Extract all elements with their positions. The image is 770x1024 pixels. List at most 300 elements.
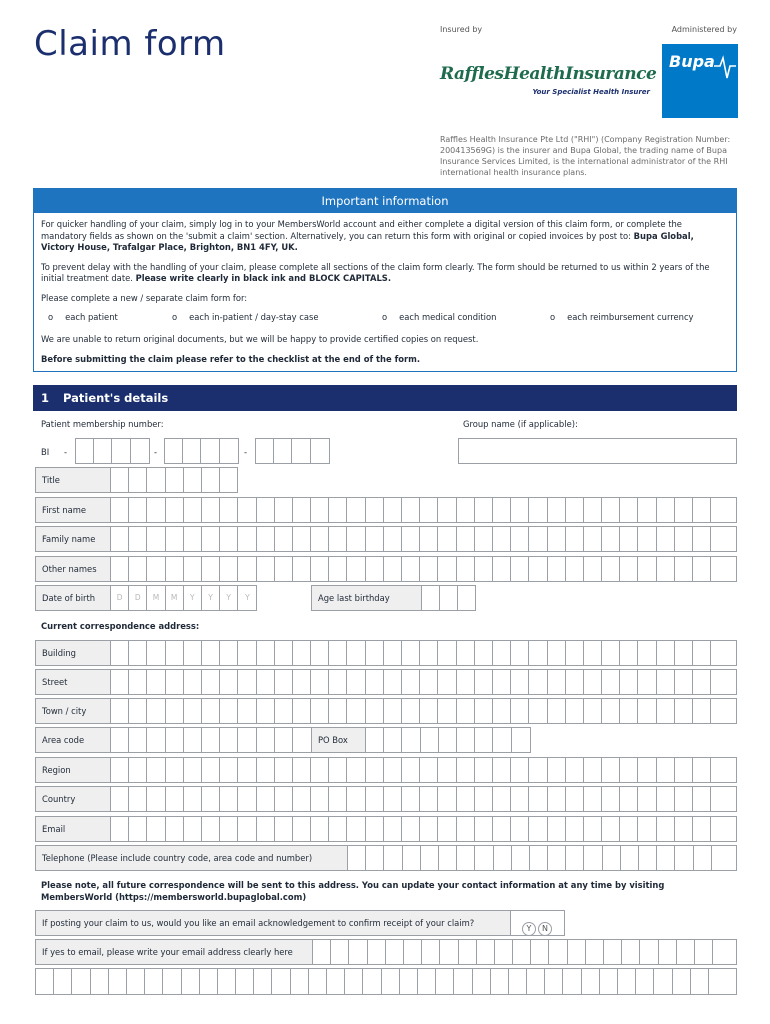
character-cell[interactable]	[711, 787, 729, 811]
day-cell[interactable]: D	[111, 586, 129, 610]
character-cell[interactable]	[220, 787, 238, 811]
character-cell[interactable]	[184, 527, 202, 551]
character-cell[interactable]	[584, 699, 602, 723]
date-of-birth-field[interactable]	[35, 585, 257, 611]
character-cell[interactable]	[384, 817, 402, 841]
character-cell[interactable]	[220, 527, 238, 551]
character-cell[interactable]	[202, 758, 220, 782]
character-cell[interactable]	[402, 699, 420, 723]
character-cell[interactable]	[402, 557, 420, 581]
character-cell[interactable]	[368, 940, 386, 964]
character-cell[interactable]	[272, 969, 290, 994]
character-cell[interactable]	[384, 498, 402, 522]
character-cell[interactable]	[675, 817, 693, 841]
character-cell[interactable]	[436, 969, 454, 994]
character-cell[interactable]	[657, 787, 675, 811]
character-cell[interactable]	[257, 817, 275, 841]
character-cell[interactable]	[311, 557, 329, 581]
character-cell[interactable]	[91, 969, 109, 994]
character-cell[interactable]	[584, 527, 602, 551]
character-cell[interactable]	[166, 641, 184, 665]
character-cell[interactable]	[638, 557, 656, 581]
character-cell[interactable]	[147, 468, 165, 492]
po-box-field[interactable]	[311, 727, 531, 753]
character-cell[interactable]	[477, 940, 495, 964]
character-cell[interactable]	[602, 527, 620, 551]
character-cell[interactable]	[420, 557, 438, 581]
character-cell[interactable]	[638, 758, 656, 782]
character-cell[interactable]	[292, 439, 310, 463]
character-cell[interactable]	[566, 527, 584, 551]
character-cell[interactable]	[421, 846, 439, 870]
character-cell[interactable]	[529, 527, 547, 551]
month-cell[interactable]: M	[147, 586, 165, 610]
character-cell[interactable]	[202, 557, 220, 581]
character-cell[interactable]	[657, 527, 675, 551]
character-cell[interactable]	[511, 670, 529, 694]
character-cell[interactable]	[422, 586, 440, 610]
character-cell[interactable]	[475, 787, 493, 811]
character-cell[interactable]	[657, 758, 675, 782]
character-cell[interactable]	[620, 557, 638, 581]
character-cell[interactable]	[402, 670, 420, 694]
character-cell[interactable]	[493, 557, 511, 581]
character-cell[interactable]	[329, 527, 347, 551]
character-cell[interactable]	[94, 439, 112, 463]
character-cell[interactable]	[220, 817, 238, 841]
character-cell[interactable]	[366, 758, 384, 782]
character-cell[interactable]	[420, 817, 438, 841]
character-cell[interactable]	[459, 940, 477, 964]
month-cell[interactable]: M	[166, 586, 184, 610]
character-cell[interactable]	[111, 498, 129, 522]
other-names-field[interactable]	[35, 556, 737, 582]
character-cell[interactable]	[311, 699, 329, 723]
character-cell[interactable]	[366, 728, 384, 752]
character-cell[interactable]	[384, 846, 402, 870]
character-cell[interactable]	[493, 527, 511, 551]
character-cell[interactable]	[311, 758, 329, 782]
character-cell[interactable]	[402, 787, 420, 811]
character-cell[interactable]	[418, 969, 436, 994]
character-cell[interactable]	[275, 758, 293, 782]
character-cell[interactable]	[548, 670, 566, 694]
character-cell[interactable]	[366, 557, 384, 581]
character-cell[interactable]	[693, 498, 711, 522]
character-cell[interactable]	[345, 969, 363, 994]
character-cell[interactable]	[511, 557, 529, 581]
character-cell[interactable]	[584, 817, 602, 841]
character-cell[interactable]	[475, 557, 493, 581]
character-cell[interactable]	[147, 641, 165, 665]
character-cell[interactable]	[511, 699, 529, 723]
character-cell[interactable]	[602, 787, 620, 811]
character-cell[interactable]	[129, 498, 147, 522]
character-cell[interactable]	[184, 641, 202, 665]
character-cell[interactable]	[711, 557, 729, 581]
character-cell[interactable]	[238, 527, 256, 551]
character-cell[interactable]	[638, 817, 656, 841]
character-cell[interactable]	[72, 969, 90, 994]
character-cell[interactable]	[509, 969, 527, 994]
character-cell[interactable]	[566, 817, 584, 841]
character-cell[interactable]	[675, 641, 693, 665]
character-cell[interactable]	[548, 498, 566, 522]
character-cell[interactable]	[548, 557, 566, 581]
character-cell[interactable]	[275, 699, 293, 723]
character-cell[interactable]	[582, 969, 600, 994]
character-cell[interactable]	[257, 787, 275, 811]
character-cell[interactable]	[402, 758, 420, 782]
character-cell[interactable]	[218, 969, 236, 994]
character-cell[interactable]	[713, 940, 731, 964]
character-cell[interactable]	[709, 969, 727, 994]
character-cell[interactable]	[475, 498, 493, 522]
character-cell[interactable]	[675, 498, 693, 522]
character-cell[interactable]	[475, 817, 493, 841]
character-cell[interactable]	[311, 498, 329, 522]
year-cell[interactable]: Y	[220, 586, 238, 610]
character-cell[interactable]	[111, 817, 129, 841]
character-cell[interactable]	[620, 817, 638, 841]
character-cell[interactable]	[620, 699, 638, 723]
character-cell[interactable]	[438, 817, 456, 841]
character-cell[interactable]	[275, 728, 293, 752]
character-cell[interactable]	[202, 699, 220, 723]
character-cell[interactable]	[147, 699, 165, 723]
character-cell[interactable]	[111, 699, 129, 723]
character-cell[interactable]	[183, 439, 201, 463]
character-cell[interactable]	[638, 787, 656, 811]
character-cell[interactable]	[458, 586, 476, 610]
character-cell[interactable]	[548, 846, 566, 870]
character-cell[interactable]	[76, 439, 94, 463]
character-cell[interactable]	[366, 699, 384, 723]
character-cell[interactable]	[182, 969, 200, 994]
character-cell[interactable]	[584, 787, 602, 811]
character-cell[interactable]	[311, 787, 329, 811]
character-cell[interactable]	[220, 670, 238, 694]
character-cell[interactable]	[347, 699, 365, 723]
character-cell[interactable]	[311, 439, 329, 463]
character-cell[interactable]	[657, 557, 675, 581]
character-cell[interactable]	[220, 758, 238, 782]
character-cell[interactable]	[275, 787, 293, 811]
character-cell[interactable]	[620, 527, 638, 551]
character-cell[interactable]	[127, 969, 145, 994]
character-cell[interactable]	[311, 527, 329, 551]
character-cell[interactable]	[602, 641, 620, 665]
character-cell[interactable]	[275, 498, 293, 522]
email-ack-address-field[interactable]	[35, 939, 737, 965]
character-cell[interactable]	[184, 787, 202, 811]
character-cell[interactable]	[166, 498, 184, 522]
character-cell[interactable]	[329, 557, 347, 581]
character-cell[interactable]	[659, 940, 677, 964]
character-cell[interactable]	[711, 527, 729, 551]
character-cell[interactable]	[111, 728, 129, 752]
character-cell[interactable]	[602, 817, 620, 841]
character-cell[interactable]	[202, 527, 220, 551]
character-cell[interactable]	[566, 787, 584, 811]
character-cell[interactable]	[618, 969, 636, 994]
character-cell[interactable]	[563, 969, 581, 994]
character-cell[interactable]	[384, 527, 402, 551]
character-cell[interactable]	[366, 498, 384, 522]
character-cell[interactable]	[347, 527, 365, 551]
character-cell[interactable]	[147, 728, 165, 752]
character-cell[interactable]	[238, 787, 256, 811]
telephone-field[interactable]	[35, 845, 737, 871]
title-field[interactable]	[35, 467, 238, 493]
character-cell[interactable]	[602, 557, 620, 581]
character-cell[interactable]	[654, 969, 672, 994]
character-cell[interactable]	[493, 758, 511, 782]
character-cell[interactable]	[166, 527, 184, 551]
character-cell[interactable]	[202, 670, 220, 694]
character-cell[interactable]	[54, 969, 72, 994]
yes-option[interactable]: Y	[522, 922, 536, 936]
character-cell[interactable]	[584, 846, 602, 870]
character-cell[interactable]	[457, 699, 475, 723]
character-cell[interactable]	[420, 527, 438, 551]
character-cell[interactable]	[566, 846, 584, 870]
character-cell[interactable]	[129, 670, 147, 694]
character-cell[interactable]	[366, 787, 384, 811]
character-cell[interactable]	[531, 940, 549, 964]
character-cell[interactable]	[329, 641, 347, 665]
character-cell[interactable]	[184, 557, 202, 581]
character-cell[interactable]	[111, 641, 129, 665]
character-cell[interactable]	[675, 699, 693, 723]
character-cell[interactable]	[511, 527, 529, 551]
character-cell[interactable]	[347, 557, 365, 581]
character-cell[interactable]	[313, 940, 331, 964]
character-cell[interactable]	[711, 758, 729, 782]
character-cell[interactable]	[677, 940, 695, 964]
character-cell[interactable]	[311, 641, 329, 665]
character-cell[interactable]	[457, 728, 475, 752]
character-cell[interactable]	[639, 846, 657, 870]
character-cell[interactable]	[420, 498, 438, 522]
character-cell[interactable]	[712, 846, 730, 870]
character-cell[interactable]	[200, 969, 218, 994]
character-cell[interactable]	[636, 969, 654, 994]
character-cell[interactable]	[475, 699, 493, 723]
character-cell[interactable]	[586, 940, 604, 964]
character-cell[interactable]	[184, 670, 202, 694]
character-cell[interactable]	[711, 670, 729, 694]
no-option[interactable]: N	[538, 922, 552, 936]
character-cell[interactable]	[238, 641, 256, 665]
character-cell[interactable]	[584, 557, 602, 581]
character-cell[interactable]	[529, 787, 547, 811]
character-cell[interactable]	[711, 817, 729, 841]
character-cell[interactable]	[529, 817, 547, 841]
character-cell[interactable]	[493, 670, 511, 694]
character-cell[interactable]	[184, 498, 202, 522]
group-name-input[interactable]	[458, 438, 737, 464]
character-cell[interactable]	[329, 787, 347, 811]
character-cell[interactable]	[602, 758, 620, 782]
membership-number-part-1[interactable]	[75, 438, 150, 464]
character-cell[interactable]	[165, 439, 183, 463]
character-cell[interactable]	[293, 527, 311, 551]
membership-number-part-2[interactable]	[164, 438, 239, 464]
first-name-field[interactable]	[35, 497, 737, 523]
character-cell[interactable]	[402, 641, 420, 665]
character-cell[interactable]	[584, 670, 602, 694]
character-cell[interactable]	[422, 940, 440, 964]
character-cell[interactable]	[402, 498, 420, 522]
character-cell[interactable]	[457, 498, 475, 522]
character-cell[interactable]	[438, 557, 456, 581]
character-cell[interactable]	[293, 758, 311, 782]
character-cell[interactable]	[129, 699, 147, 723]
character-cell[interactable]	[420, 787, 438, 811]
character-cell[interactable]	[293, 787, 311, 811]
character-cell[interactable]	[309, 969, 327, 994]
character-cell[interactable]	[511, 787, 529, 811]
character-cell[interactable]	[440, 940, 458, 964]
character-cell[interactable]	[293, 728, 311, 752]
character-cell[interactable]	[439, 846, 457, 870]
character-cell[interactable]	[166, 728, 184, 752]
character-cell[interactable]	[675, 527, 693, 551]
character-cell[interactable]	[548, 699, 566, 723]
character-cell[interactable]	[129, 817, 147, 841]
character-cell[interactable]	[440, 586, 458, 610]
character-cell[interactable]	[257, 758, 275, 782]
character-cell[interactable]	[147, 817, 165, 841]
character-cell[interactable]	[129, 787, 147, 811]
year-cell[interactable]: Y	[184, 586, 202, 610]
character-cell[interactable]	[184, 699, 202, 723]
character-cell[interactable]	[202, 728, 220, 752]
character-cell[interactable]	[311, 670, 329, 694]
character-cell[interactable]	[403, 846, 421, 870]
character-cell[interactable]	[366, 641, 384, 665]
character-cell[interactable]	[109, 969, 127, 994]
character-cell[interactable]	[657, 670, 675, 694]
character-cell[interactable]	[256, 439, 274, 463]
character-cell[interactable]	[439, 728, 457, 752]
character-cell[interactable]	[166, 758, 184, 782]
character-cell[interactable]	[254, 969, 272, 994]
character-cell[interactable]	[220, 728, 238, 752]
character-cell[interactable]	[327, 969, 345, 994]
character-cell[interactable]	[693, 699, 711, 723]
character-cell[interactable]	[438, 641, 456, 665]
character-cell[interactable]	[548, 817, 566, 841]
character-cell[interactable]	[693, 787, 711, 811]
character-cell[interactable]	[600, 969, 618, 994]
character-cell[interactable]	[566, 641, 584, 665]
character-cell[interactable]	[473, 969, 491, 994]
character-cell[interactable]	[622, 940, 640, 964]
character-cell[interactable]	[548, 527, 566, 551]
character-cell[interactable]	[638, 527, 656, 551]
character-cell[interactable]	[275, 527, 293, 551]
character-cell[interactable]	[331, 940, 349, 964]
character-cell[interactable]	[166, 699, 184, 723]
character-cell[interactable]	[475, 641, 493, 665]
character-cell[interactable]	[238, 758, 256, 782]
character-cell[interactable]	[384, 557, 402, 581]
family-name-field[interactable]	[35, 526, 737, 552]
character-cell[interactable]	[275, 670, 293, 694]
character-cell[interactable]	[530, 846, 548, 870]
character-cell[interactable]	[329, 699, 347, 723]
day-cell[interactable]: D	[129, 586, 147, 610]
character-cell[interactable]	[166, 468, 184, 492]
character-cell[interactable]	[384, 641, 402, 665]
character-cell[interactable]	[675, 758, 693, 782]
character-cell[interactable]	[548, 758, 566, 782]
character-cell[interactable]	[238, 817, 256, 841]
character-cell[interactable]	[566, 557, 584, 581]
character-cell[interactable]	[693, 817, 711, 841]
area-code-field[interactable]	[35, 727, 312, 753]
character-cell[interactable]	[257, 498, 275, 522]
character-cell[interactable]	[400, 969, 418, 994]
character-cell[interactable]	[657, 641, 675, 665]
email-ack-address-continued[interactable]	[35, 968, 737, 995]
character-cell[interactable]	[293, 498, 311, 522]
character-cell[interactable]	[603, 846, 621, 870]
character-cell[interactable]	[220, 557, 238, 581]
character-cell[interactable]	[293, 641, 311, 665]
character-cell[interactable]	[638, 641, 656, 665]
character-cell[interactable]	[404, 940, 422, 964]
character-cell[interactable]	[238, 498, 256, 522]
character-cell[interactable]	[184, 728, 202, 752]
character-cell[interactable]	[348, 846, 366, 870]
character-cell[interactable]	[548, 641, 566, 665]
character-cell[interactable]	[438, 699, 456, 723]
character-cell[interactable]	[638, 498, 656, 522]
character-cell[interactable]	[36, 969, 54, 994]
character-cell[interactable]	[529, 557, 547, 581]
character-cell[interactable]	[511, 758, 529, 782]
building-field[interactable]	[35, 640, 737, 666]
character-cell[interactable]	[329, 670, 347, 694]
character-cell[interactable]	[438, 787, 456, 811]
character-cell[interactable]	[691, 969, 709, 994]
character-cell[interactable]	[491, 969, 509, 994]
character-cell[interactable]	[238, 557, 256, 581]
character-cell[interactable]	[620, 787, 638, 811]
character-cell[interactable]	[620, 498, 638, 522]
character-cell[interactable]	[275, 557, 293, 581]
character-cell[interactable]	[694, 846, 712, 870]
character-cell[interactable]	[293, 670, 311, 694]
character-cell[interactable]	[693, 557, 711, 581]
character-cell[interactable]	[349, 940, 367, 964]
character-cell[interactable]	[163, 969, 181, 994]
character-cell[interactable]	[147, 527, 165, 551]
character-cell[interactable]	[511, 641, 529, 665]
character-cell[interactable]	[220, 439, 238, 463]
character-cell[interactable]	[329, 498, 347, 522]
character-cell[interactable]	[529, 498, 547, 522]
year-cell[interactable]: Y	[202, 586, 220, 610]
email-field[interactable]	[35, 816, 737, 842]
character-cell[interactable]	[257, 670, 275, 694]
character-cell[interactable]	[566, 758, 584, 782]
character-cell[interactable]	[420, 641, 438, 665]
character-cell[interactable]	[511, 498, 529, 522]
